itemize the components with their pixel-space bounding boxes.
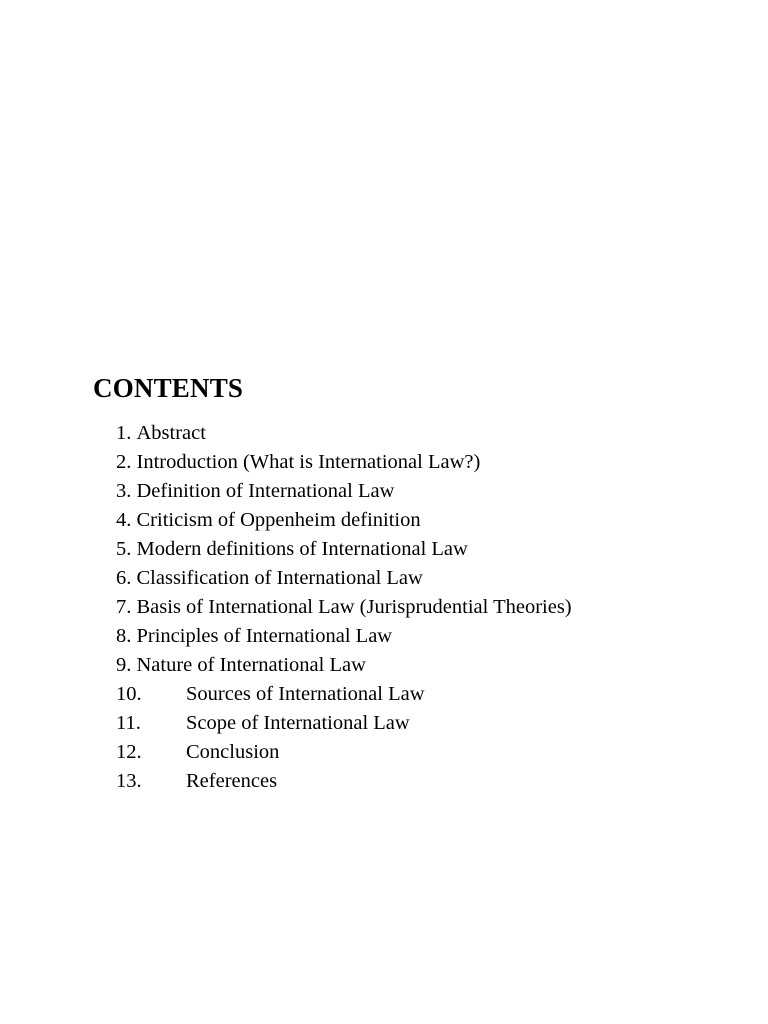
toc-title: Conclusion bbox=[186, 741, 280, 763]
toc-item-7 bbox=[116, 593, 572, 622]
toc-number: 1. bbox=[116, 422, 137, 444]
toc-number: 10. bbox=[116, 683, 142, 705]
toc-number: 5. bbox=[116, 538, 137, 560]
toc-title: Definition of International Law bbox=[136, 480, 395, 502]
toc-item-12 bbox=[116, 738, 572, 767]
toc-item-3 bbox=[116, 477, 572, 506]
table-of-contents bbox=[116, 419, 572, 796]
toc-title: Abstract bbox=[136, 422, 206, 444]
toc-item-5 bbox=[116, 535, 572, 564]
toc-title: Principles of International Law bbox=[136, 625, 393, 647]
toc-item-4 bbox=[116, 506, 572, 535]
toc-number: 12. bbox=[116, 741, 142, 763]
toc-item-13 bbox=[116, 767, 572, 796]
toc-title: Criticism of Oppenheim definition bbox=[136, 509, 421, 531]
toc-number: 11. bbox=[116, 712, 141, 734]
toc-item-9 bbox=[116, 651, 572, 680]
toc-number: 8. bbox=[116, 625, 137, 647]
toc-number: 13. bbox=[116, 770, 142, 792]
toc-item-11 bbox=[116, 709, 572, 738]
toc-title: Sources of International Law bbox=[186, 683, 425, 705]
toc-title: Scope of International Law bbox=[186, 712, 410, 734]
toc-item-10 bbox=[116, 680, 572, 709]
toc-number: 3. bbox=[116, 480, 137, 502]
toc-item-1 bbox=[116, 419, 572, 448]
contents-heading: CONTENTS bbox=[93, 373, 244, 403]
toc-item-8 bbox=[116, 622, 572, 651]
toc-title: Modern definitions of International Law bbox=[136, 538, 468, 560]
toc-title: References bbox=[186, 770, 278, 792]
toc-title: Nature of International Law bbox=[136, 654, 366, 676]
toc-number: 4. bbox=[116, 509, 137, 531]
toc-number: 6. bbox=[116, 567, 137, 589]
toc-number: 7. bbox=[116, 596, 137, 618]
toc-title: Basis of International Law (Jurisprudential Theories) bbox=[136, 596, 572, 618]
toc-title: Introduction (What is International Law?) bbox=[136, 451, 481, 473]
toc-item-2 bbox=[116, 448, 572, 477]
toc-item-6 bbox=[116, 564, 572, 593]
toc-title: Classification of International Law bbox=[136, 567, 423, 589]
toc-number: 2. bbox=[116, 451, 137, 473]
toc-number: 9. bbox=[116, 654, 137, 676]
